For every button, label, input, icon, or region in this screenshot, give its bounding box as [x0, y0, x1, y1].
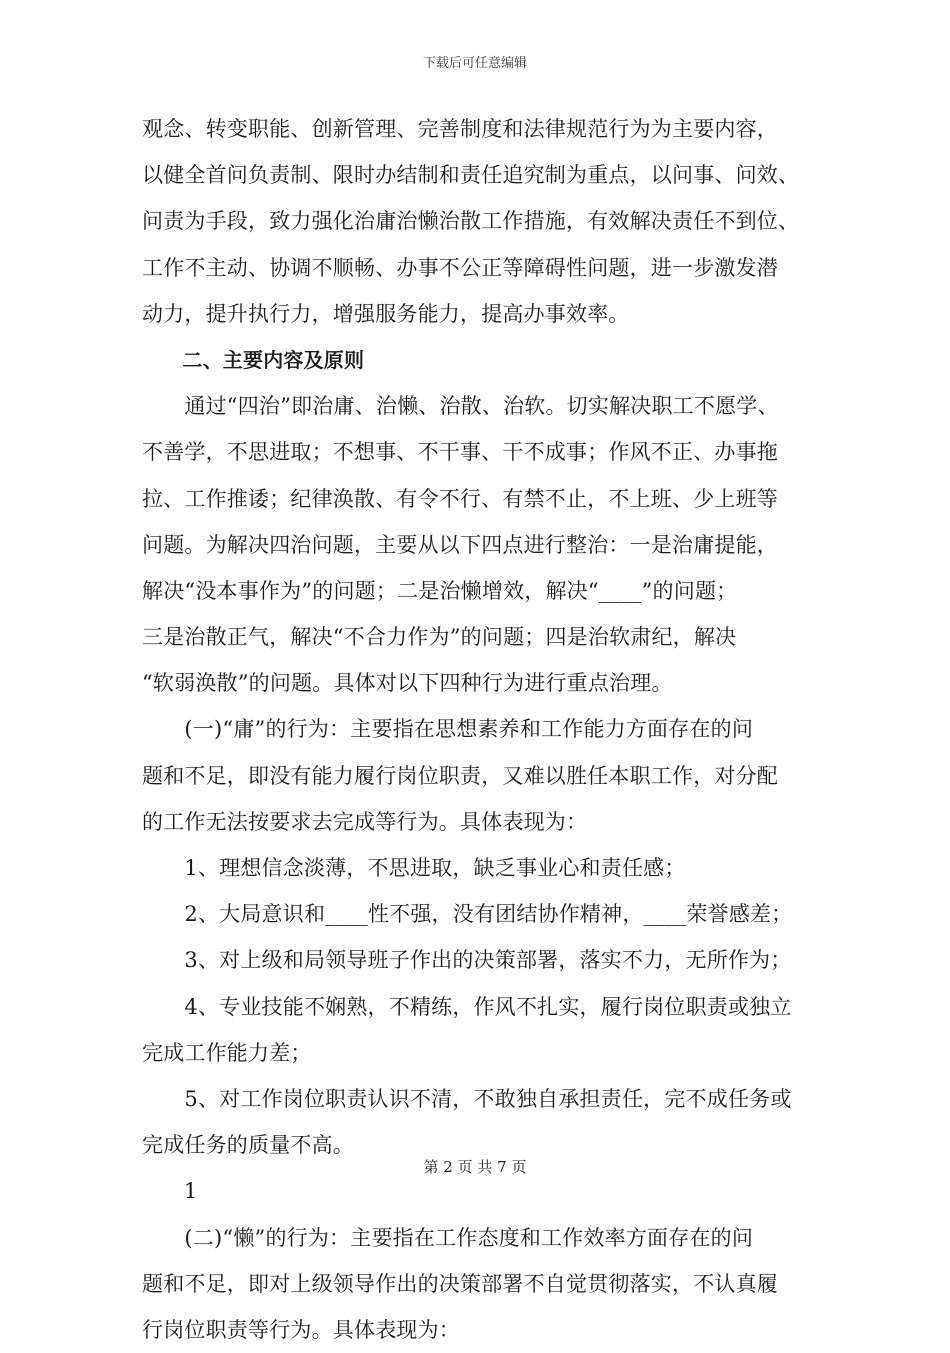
inline-page-number: 1	[184, 1179, 198, 1204]
list-item: 4、专业技能不娴熟，不精练，作风不扎实，履行岗位职责或独立	[142, 994, 792, 1019]
body-line: 工作不主动、协调不顺畅、办事不公正等障碍性问题，进一步激发潜	[142, 255, 778, 280]
body-line: “软弱涣散”的问题。具体对以下四种行为进行重点治理。	[142, 671, 673, 696]
subsection-line: (一)“庸”的行为：主要指在思想素养和工作能力方面存在的问	[142, 717, 754, 742]
body-line: 问责为手段，致力强化治庸治懒治散工作措施，有效解决责任不到位、	[142, 209, 800, 234]
body-line: 问题。为解决四治问题，主要从以下四点进行整治：一是治庸提能，	[142, 532, 778, 557]
subsection-line: (二)“懒”的行为：主要指在工作态度和工作效率方面存在的问	[142, 1225, 754, 1250]
body-line: 以健全首问负责制、限时办结制和责任追究制为重点，以问事、问效、	[142, 163, 800, 188]
body-line: 观念、转变职能、创新管理、完善制度和法律规范行为为主要内容，	[142, 117, 778, 141]
list-item: 5、对工作岗位职责认识不清，不敢独自承担责任，完不成任务或	[142, 1086, 792, 1111]
body-line: 行岗位职责等行为。具体表现为：	[142, 1317, 460, 1342]
body-line: 解决“没本事作为”的问题；二是治懒增效，解决“____”的问题；	[142, 578, 738, 603]
list-item: 3、对上级和局领导班子作出的决策部署，落实不力，无所作为；	[142, 948, 792, 973]
body-line: 动力，提升执行力，增强服务能力，提高办事效率。	[142, 301, 630, 326]
header-note: 下载后可任意编辑	[422, 56, 527, 71]
section-heading: 二、主要内容及原则	[142, 347, 365, 372]
body-line: 题和不足，即对上级领导作出的决策部署不自觉贯彻落实，不认真履	[142, 1271, 778, 1296]
page-footer: 第 2 页 共 7 页	[423, 1158, 527, 1176]
body-line: 通过“四治”即治庸、治懒、治散、治软。切实解决职工不愿学、	[142, 394, 779, 419]
body-line: 完成工作能力差；	[142, 1040, 312, 1065]
list-item: 1、理想信念淡薄，不思进取，缺乏事业心和责任感；	[142, 856, 686, 880]
body-line: 的工作无法按要求去完成等行为。具体表现为：	[142, 809, 588, 834]
body-line: 三是治散正气，解决“不合力作为”的问题；四是治软肃纪，解决	[142, 625, 737, 650]
body-line: 拉、工作推诿；纪律涣散、有令不行、有禁不止，不上班、少上班等	[142, 486, 778, 511]
body-line: 不善学，不思进取；不想事、不干事、干不成事；作风不正、办事拖	[142, 440, 778, 465]
body-line: 完成任务的质量不高。	[142, 1133, 354, 1158]
body-line: 题和不足，即没有能力履行岗位职责，又难以胜任本职工作，对分配	[142, 763, 778, 788]
list-item: 2、大局意识和____性不强，没有团结协作精神，____荣誉感差；	[142, 902, 793, 927]
